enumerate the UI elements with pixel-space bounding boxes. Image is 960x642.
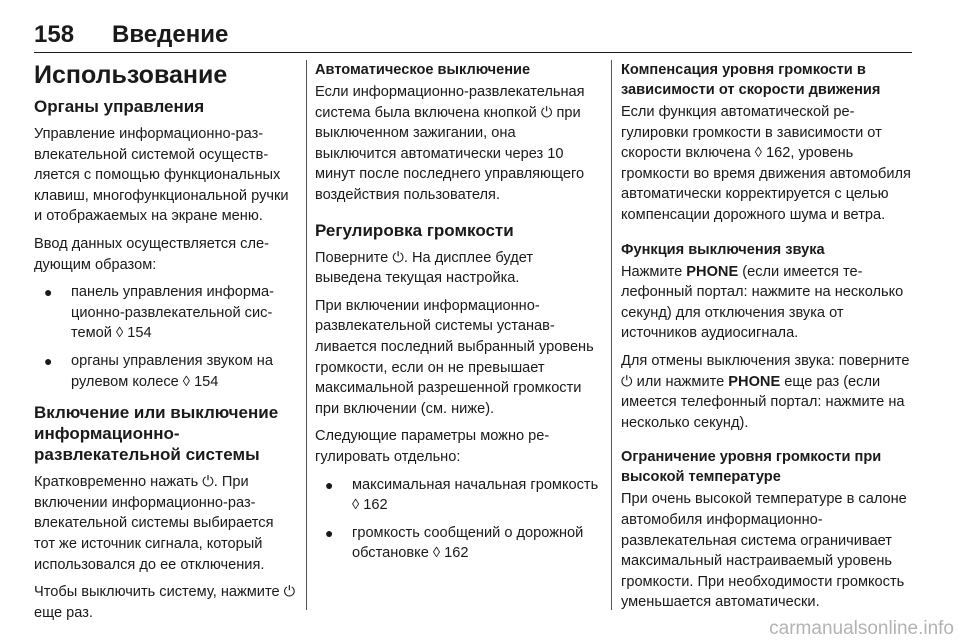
paragraph: Кратковременно нажать ⏻. При включении информационно-развлекательной системы выбирается тот же источник сигнала, который использовался до ее отключения. — [34, 474, 274, 573]
paragraph: Поверните ⏻. На дисплее будет выведена текущая настройка. — [315, 249, 534, 287]
paragraph: Если информационно-развлекательная система была включена кнопкой ⏻ при выключенном зажигании, она выключится автоматически через 10 минут после последнего управляющего воздействия пользователя. — [315, 84, 585, 203]
column-divider — [306, 60, 307, 610]
list-item: ● громкость сообщений о дорожной обстановке ◊ 162 — [325, 524, 584, 562]
column-right — [621, 60, 913, 610]
paragraph: При очень высокой температуре в салоне автомобиля информационно-развлекательная система ограничивает максимальный настраиваемый уровень громкости. При необходимости громкость уменьшается автоматически. — [621, 491, 907, 611]
bullet-icon: ● — [44, 352, 53, 369]
list-item: ● органы управления звуком на рулевом колесе ◊ 154 — [44, 352, 273, 390]
bullet-icon: ● — [44, 284, 53, 301]
heading-mute: Функция выключения звука — [621, 241, 825, 258]
paragraph: При включении информационно-развлекательной системы устанавливается последний выбранный уровень громкости, если он не превышает максимальной разрешенной громкости при включении (см. ниже). — [315, 297, 594, 417]
phone-key-label: PHONE — [686, 263, 739, 280]
heading-temperature-limit: Ограничение уровня громкости при высокой температуре — [621, 449, 882, 486]
bullet-list — [315, 475, 601, 564]
heading-auto-off: Автоматическое выключение — [315, 62, 531, 78]
page-header — [34, 22, 912, 53]
watermark: carmanualsonline.info — [769, 618, 954, 639]
list-item: ● максимальная начальная громкость ◊ 162 — [325, 476, 599, 514]
chapter-title: Введение — [112, 21, 229, 48]
paragraph: Ввод данных осуществляется следующим образом: — [34, 235, 269, 273]
bullet-icon: ● — [325, 476, 334, 493]
paragraph: Для отмены выключения звука: поверните ⏻ или нажмите PHONE еще раз (если имеется телефонный портал: нажмите на несколько секунд). — [621, 352, 910, 431]
paragraph: Если функция автоматической регулировки громкости в зависимости от скорости включена ◊ 162, уровень громкости во время движения автомобиля автоматически корректируется с целью компенсации дорожного шума и ветра. — [621, 104, 911, 223]
heading-power: Включение или выключение информационно-развлекательной системы — [34, 403, 279, 465]
column-divider — [611, 60, 612, 610]
paragraph: Следующие параметры можно регулировать отдельно: — [315, 428, 550, 465]
heading-speed-volume: Компенсация уровня громкости в зависимости от скорости движения — [621, 62, 881, 98]
list-item: ● панель управления информационно-развлекательной системой ◊ 154 — [44, 284, 275, 342]
column-middle — [315, 60, 601, 610]
paragraph: Нажмите PHONE (если имеется телефонный портал: нажмите на несколько секунд) для отключения звука от источников аудиосигнала. — [621, 263, 904, 342]
page-number: 158 — [34, 21, 75, 48]
column-left — [34, 60, 298, 621]
paragraph: Чтобы выключить систему, нажмите ⏻ еще раз. — [34, 584, 296, 621]
heading-controls: Органы управления — [34, 97, 205, 116]
phone-key-label: PHONE — [728, 373, 781, 390]
heading-volume: Регулировка громкости — [315, 220, 514, 240]
bullet-icon: ● — [325, 524, 334, 541]
section-title: Использование — [34, 61, 228, 89]
paragraph: Управление информационно-развлекательной системой осуществляется с помощью функциональных клавиш, многофункциональной ручки и отображаемых на экране меню. — [34, 126, 289, 225]
bullet-list — [34, 282, 298, 392]
